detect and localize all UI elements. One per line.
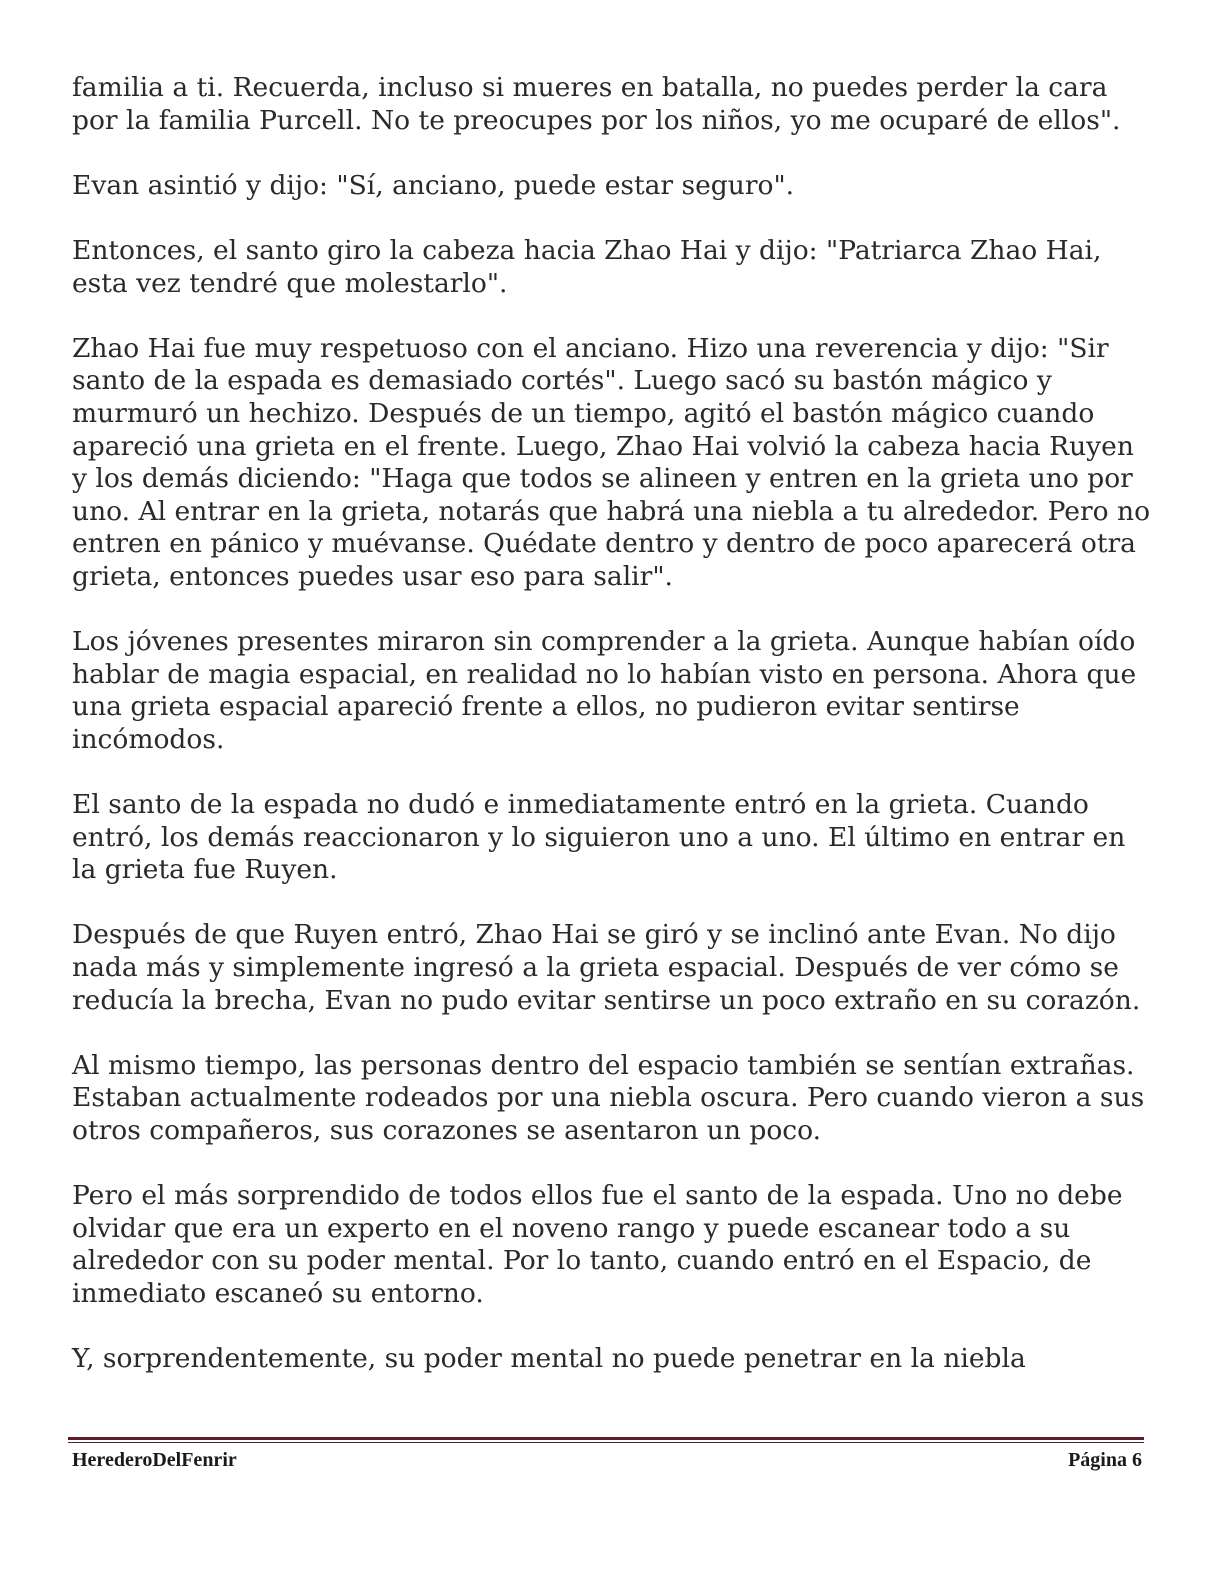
- paragraph: Después de que Ruyen entró, Zhao Hai se giró y se inclinó ante Evan. No dijo nada más y simplemente ingresó a la grieta espacial. Después de ver cómo se reducía la brecha, Evan no pudo evitar sentirse un poco extraño en su corazón.: [72, 919, 1141, 1016]
- footer-author: HerederoDelFenrir: [72, 1449, 237, 1471]
- paragraph: Los jóvenes presentes miraron sin comprender a la grieta. Aunque habían oído hablar de magia espacial, en realidad no lo habían visto en persona. Ahora que una grieta espacial apareció frente a ellos, no pudieron evitar sentirse incómodos.: [72, 626, 1137, 755]
- paragraph: Al mismo tiempo, las personas dentro del espacio también se sentían extrañas. Estaban actualmente rodeados por una niebla oscura. Pero cuando vieron a sus otros compañeros, sus corazones se asentaron un poco.: [72, 1049, 1145, 1146]
- paragraph: Evan asintió y dijo: "Sí, anciano, puede estar seguro".: [72, 169, 795, 201]
- paragraph: El santo de la espada no dudó e inmediatamente entró en la grieta. Cuando entró, los demás reaccionaron y lo siguieron uno a uno. El último en entrar en la grieta fue Ruyen.: [72, 789, 1126, 886]
- paragraph: Zhao Hai fue muy respetuoso con el anciano. Hizo una reverencia y dijo: "Sir santo de la espada es demasiado cortés". Luego sacó su bastón mágico y murmuró un hechizo. Después de un tiempo, agitó el bastón mágico cuando apareció una grieta en el frente. Luego, Zhao Hai volvió la cabeza hacia Ruyen y los demás diciendo: "Haga que todos se alineen y entren en la grieta uno por uno. Al entrar en la grieta, notarás que habrá una niebla a tu alrededor. Pero no entren en pánico y muévanse. Quédate dentro y dentro de poco aparecerá otra grieta, entonces puedes usar eso para salir".: [72, 332, 1151, 592]
- paragraph: Pero el más sorprendido de todos ellos fue el santo de la espada. Uno no debe olvidar que era un experto en el noveno rango y puede escanear todo a su alrededor con su poder mental. Por lo tanto, cuando entró en el Espacio, de inmediato escaneó su entorno.: [72, 1180, 1123, 1309]
- paragraph: familia a ti. Recuerda, incluso si mueres en batalla, no puedes perder la cara por la familia Purcell. No te preocupes por los niños, yo me ocuparé de ellos".: [72, 72, 1121, 136]
- body-text: [72, 72, 1152, 1408]
- paragraph: Y, sorprendentemente, su poder mental no puede penetrar en la niebla: [72, 1343, 1026, 1375]
- page-footer: [72, 1449, 1144, 1475]
- footer-divider: [68, 1437, 1144, 1443]
- page-number: Página 6: [1068, 1449, 1142, 1471]
- paragraph: Entonces, el santo giro la cabeza hacia Zhao Hai y dijo: "Patriarca Zhao Hai, esta vez tendré que molestarlo".: [72, 234, 1102, 299]
